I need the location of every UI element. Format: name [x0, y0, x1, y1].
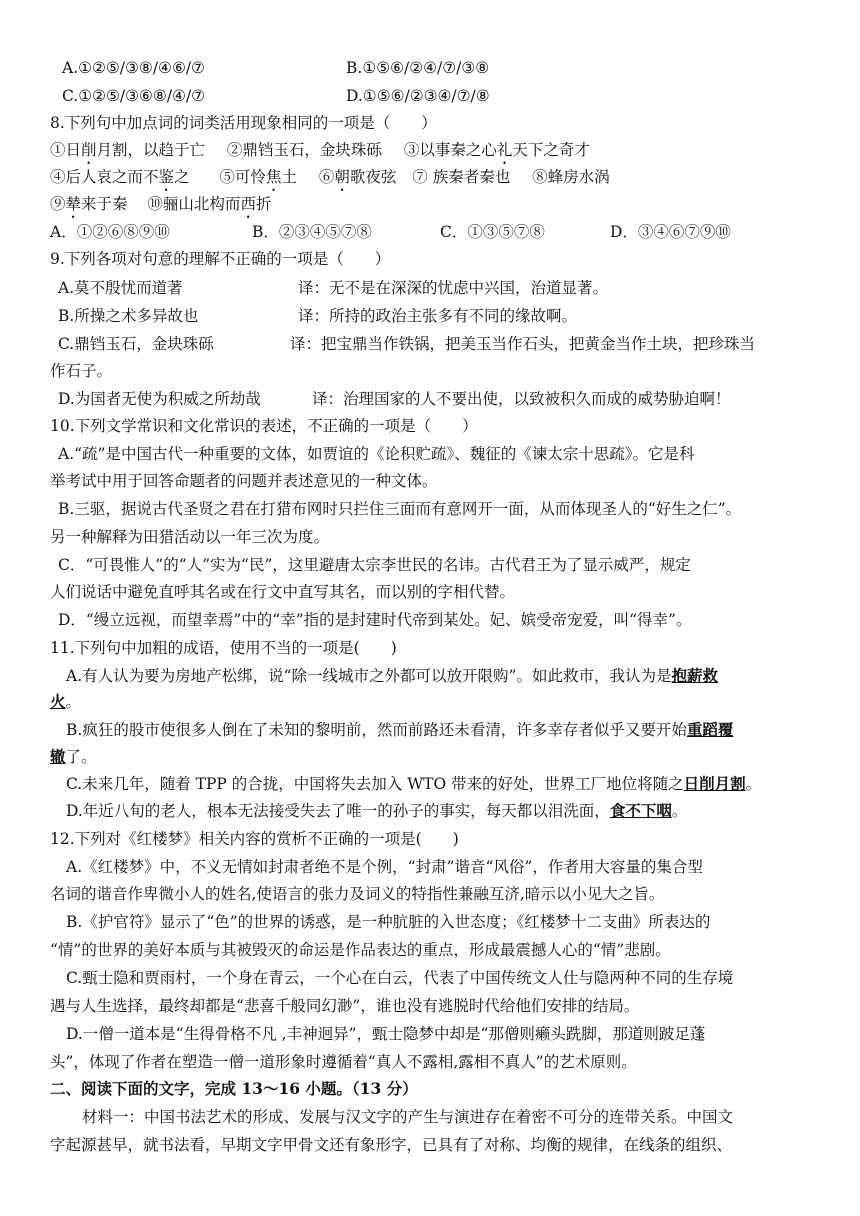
q12-line: 遇与人生选择，最终却都是“悲喜千般同幻渺”，谁也没有逃脱时代给他们安排的结局。 — [50, 997, 640, 1015]
section2-text-line: 材料一：中国书法艺术的形成、发展与汉文字的产生与演进存在着密不可分的连带关系。中国文 — [82, 1108, 734, 1126]
q7-option-d[interactable]: D.①⑤⑥/②③④/⑦/⑧ — [346, 87, 490, 105]
q8-option-c[interactable]: C．①③⑤⑦⑧ — [440, 223, 545, 241]
q9-option-d-translation: 译：治理国家的人不要出使，以致被积久而成的威势胁迫啊！ — [312, 390, 731, 408]
q8-option-b[interactable]: B．②③④⑤⑦⑧ — [252, 223, 372, 241]
q9-option-c[interactable]: C.鼎铛玉石，金块珠砾 — [58, 335, 214, 353]
q8-item-2: ②鼎铛玉石，金块珠砾 — [226, 141, 382, 159]
q11-stem: 11.下列句中加粗的成语，使用不当的一项是( ) — [50, 639, 397, 657]
q9-option-b-translation: 译：所持的政治主张多有不同的缘故啊。 — [298, 307, 578, 325]
q11-option-b-cont: 辙了。 — [50, 747, 97, 766]
q8-item-1: ①日削月割，以趋于亡 — [50, 141, 206, 159]
q9-option-d[interactable]: D.为国者无使为积威之所劫哉 — [58, 390, 261, 408]
q7-option-b[interactable]: B.①⑤⑥/②④/⑦/③⑧ — [346, 59, 490, 77]
q10-line: D．“缦立远视，而望幸焉”中的“幸”指的是封建时代帝到某处。妃、嫔受帝宠爱，叫“得幸”。 — [58, 611, 692, 629]
q12-line: B.《护官符》显示了“色”的世界的诱惑，是一种肮脏的入世态度；《红楼梦十二支曲》所表达的 — [66, 913, 711, 931]
q9-option-a-translation: 译：无不是在深深的忧虑中兴国，治道显著。 — [298, 279, 609, 297]
q8-items-row3 — [50, 194, 271, 222]
q10-line: B.三驱，据说古代圣贤之君在打猎布网时只拦住三面而有意网开一面，从而体现圣人的“好生之仁”。 — [58, 500, 742, 518]
q7-option-a[interactable]: A.①②⑤/③⑧/④⑥/⑦ — [62, 59, 205, 77]
q7-option-c[interactable]: C.①②⑤/③⑥⑧/④/⑦ — [62, 87, 206, 105]
q8-item-7: ⑦ 族秦者秦也 — [412, 168, 511, 186]
q11-idiom-d: 食不下咽 — [609, 801, 672, 820]
q10-stem: 10.下列文学常识和文化常识的表述，不正确的一项是（ ） — [50, 417, 478, 435]
q8-option-a[interactable]: A．①②⑥⑧⑨⑩ — [50, 223, 170, 241]
q8-item-8: ⑧蜂房水涡 — [532, 168, 610, 186]
q9-option-b[interactable]: B.所操之术多异故也 — [58, 307, 199, 325]
q12-line: A.《红楼梦》中，不义无情如封肃者绝不是个例，“封肃”谐音“风俗”，作者用大容量的集合型 — [66, 858, 703, 876]
q8-items-row2 — [50, 167, 610, 195]
q12-line: “情”的世界的美好本质与其被毁灭的命运是作品表达的重点，形成最震撼人心的“情”悲剧。 — [50, 941, 671, 959]
q12-line: 名词的谐音作卑微小人的姓名,使语言的张力及词义的特指性兼融互济,暗示以小见大之旨。 — [50, 885, 665, 903]
q9-stem: 9.下列各项对句意的理解不正确的一项是（ ） — [50, 250, 391, 268]
section2-heading: 二、阅读下面的文字，完成 13～16 小题。（13 分） — [50, 1079, 418, 1098]
q11-idiom-a: 抱薪救 — [671, 666, 718, 685]
q11-option-a-cont: 火。 — [50, 692, 82, 711]
q11-idiom-b: 重蹈覆 — [686, 720, 734, 739]
q10-line: 举考试中用于回答命题者的问题并表述意见的一种文体。 — [50, 472, 438, 490]
q10-line: A.“疏”是中国古代一种重要的文体，如贾谊的《论积贮疏》、魏征的《谏太宗十思疏》。它是科 — [58, 445, 695, 463]
q8-item-9: ⑨辇来于秦 — [50, 195, 128, 213]
q11-idiom-c: 日削月割 — [683, 774, 746, 793]
q12-line: 头”，体现了作者在塑造一僧一道形象时遵循着“真人不露相,露相不真人”的艺术原则。 — [50, 1053, 637, 1071]
q10-line: 人们说话中避免直呼其名或在行文中直写其名，而以别的字相代替。 — [50, 583, 516, 601]
q8-items-row1 — [50, 140, 590, 168]
q8-item-4: ④后人哀之而不鉴之 — [50, 168, 190, 186]
q12-line: C.甄士隐和贾雨村，一个身在青云，一个心在白云，代表了中国传统文人仕与隐两种不同的生存境 — [66, 969, 734, 987]
q12-stem: 12.下列对《红楼梦》相关内容的赏析不正确的一项是( ) — [50, 830, 459, 848]
q8-stem: 8.下列句中加点词的词类活用现象相同的一项是（ ） — [50, 114, 437, 132]
q12-line: D.一僧一道本是“生得骨格不凡 ,丰神迥异”，甄士隐梦中却是“那僧则癞头跣脚，那道则跛足蓬 — [66, 1025, 706, 1043]
q11-option-b[interactable]: B.疯狂的股市使很多人倒在了未知的黎明前，然而前路还未看清，许多幸存者似乎又要开始重蹈覆 — [66, 720, 734, 739]
q11-option-c[interactable]: C.未来几年，随着 TPP 的合拢，中国将失去加入 WTO 带来的好处，世界工厂地位将随之日削月割。 — [66, 774, 762, 793]
q9-option-c-translation: 译：把宝鼎当作铁锅，把美玉当作石头，把黄金当作土块，把珍珠当 — [290, 335, 756, 353]
q9-option-a[interactable]: A.莫不殷忧而道著 — [58, 279, 183, 297]
q9-option-c-translation-cont: 作石子。 — [50, 362, 113, 380]
q8-item-10: ⑩骊山北构而西折 — [147, 195, 272, 213]
q10-line: C．“可畏惟人”的“人”实为“民”，这里避唐太宗李世民的名讳。古代君王为了显示威严，规定 — [58, 556, 691, 574]
q8-option-d[interactable]: D．③④⑥⑦⑨⑩ — [610, 223, 731, 241]
q8-item-3: ③以事秦之心礼天下之奇才 — [403, 141, 590, 159]
q11-option-d[interactable]: D.年近八旬的老人，根本无法接受失去了唯一的孙子的事实，每天都以泪洗面，食不下咽。 — [66, 801, 688, 820]
q11-option-a[interactable]: A.有人认为要为房地产松绑，说“除一线城市之外都可以放开限购”。如此救市，我认为是抱薪救 — [66, 666, 718, 685]
q8-item-6: ⑥朝歌夜弦 — [318, 168, 397, 186]
section2-text-line: 字起源甚早，就书法看，早期文字甲骨文还有象形字，已具有了对称、均衡的规律，在线条的组织、 — [50, 1136, 733, 1154]
q10-line: 另一种解释为田猎活动以一年三次为度。 — [50, 528, 330, 546]
q8-item-5: ⑤可怜焦土 — [219, 168, 297, 186]
